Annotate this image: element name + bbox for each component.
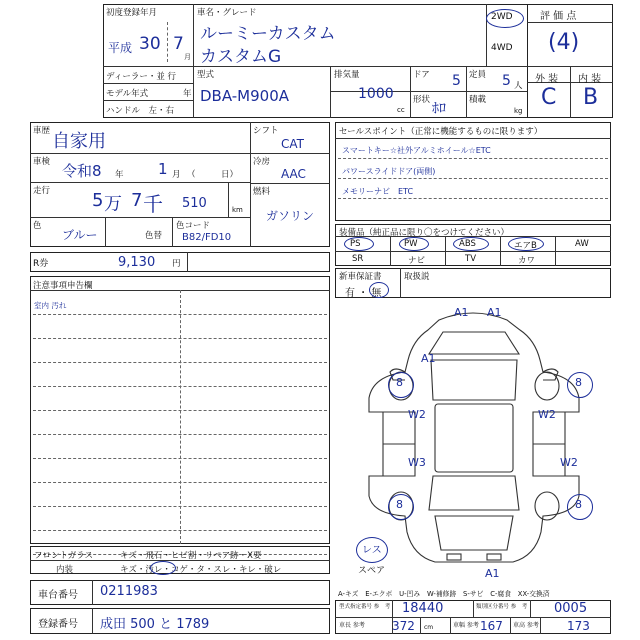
height-value: 173 [567, 619, 590, 633]
equip-sr: SR [352, 254, 364, 264]
type-label: 型式 [197, 70, 215, 80]
mileage-man: 5 [92, 190, 104, 211]
notes-rule [33, 386, 327, 387]
notes-line-1: 室内 汚れ [34, 301, 67, 310]
tire-front-right: 8 [575, 376, 582, 389]
color-swap-label: 色替 [145, 231, 163, 241]
mileage-rest: 510 [182, 196, 207, 211]
sales-point-3: メモリーナビ ETC [342, 187, 414, 196]
doors: 5 [452, 73, 461, 89]
inspection-day: （ 日） [187, 170, 239, 180]
model-year-unit: 年 [183, 89, 192, 99]
vehicle-type-label: 車歴 [33, 126, 51, 136]
score: (4) [548, 30, 580, 55]
category-value: 0005 [554, 601, 588, 616]
form-value: 18440 [402, 601, 444, 616]
manual-label: 取扱説 [404, 272, 430, 282]
damage-label-rear: A1 [485, 567, 500, 580]
grade: カスタムG [200, 47, 282, 67]
form-label: 型式指定番号 参 考 [339, 604, 391, 610]
yen-unit: 円 [172, 259, 181, 269]
displacement: 1000 [358, 86, 394, 102]
load-label: 積載 [469, 95, 487, 105]
recycle-label: R券 [33, 259, 49, 269]
first-reg-era: 平成 [108, 41, 133, 55]
damage-label-left-front: A1 [421, 352, 436, 365]
sen-unit: 千 [143, 192, 163, 216]
spare-label: スペア [358, 566, 386, 576]
interior-label: 内 装 [578, 74, 602, 85]
color-value: ブルー [62, 228, 98, 242]
car-name-label: 車名・グレード [197, 8, 257, 18]
notes-title: 注意事項申告欄 [33, 281, 93, 291]
notes-rule [33, 482, 327, 483]
category-label: 類別区分番号 参 考 [476, 604, 528, 610]
mileage-sen: 7 [131, 190, 143, 211]
length-label: 車長 参考 [339, 622, 365, 629]
sales-point-1: スマートキー☆社外アルミホイール☆ETC [342, 146, 491, 155]
shift: CAT [281, 137, 304, 151]
color-code-label: 色コード [176, 221, 211, 231]
notes-rule [33, 506, 327, 507]
notes-rule [33, 362, 327, 363]
interior-stain-circle [150, 561, 176, 575]
interior-grade: B [583, 85, 599, 110]
capacity: 5 [502, 73, 511, 89]
height-label: 車高 参考 [513, 622, 539, 629]
sales-title: セールスポイント（正常に機能するものに限ります） [339, 127, 543, 137]
first-reg-month: 7 [173, 34, 184, 54]
tire-front-left: 8 [396, 376, 403, 389]
damage-label-right-door: W2 [538, 408, 556, 421]
width-value: 167 [480, 619, 503, 633]
capacity-label: 定員 [469, 70, 487, 80]
vehicle-type: 自家用 [52, 131, 106, 152]
notes-rule [33, 530, 327, 531]
notes-rule [33, 458, 327, 459]
model-code: DBA-M900A [200, 87, 290, 105]
color-label: 色 [33, 221, 42, 231]
plate-label: 登録番号 [38, 619, 78, 630]
shape-label: 形状 [413, 95, 431, 105]
door-label: ドア [413, 70, 430, 80]
equip-leather: カワ [518, 256, 536, 266]
fuel: ガソリン [266, 209, 315, 223]
cc-unit: cc [397, 106, 405, 114]
damage-label-left-door: W2 [408, 408, 426, 421]
inspection-month-unit: 月 [172, 170, 181, 180]
equip-ps: PS [350, 239, 361, 249]
inspection-year-unit: 年 [115, 170, 124, 180]
inspection-month: 1 [158, 160, 168, 178]
damage-legend: A-キズ E-エクボ U-凹み W-補修跡 S-サビ C-腐食 XX-交換済 [338, 590, 550, 598]
drive-2wd: 2WD [491, 12, 513, 22]
notes-rule [33, 434, 327, 435]
windshield-label: フロントガラス [34, 551, 93, 561]
chassis-number: 0211983 [100, 584, 158, 599]
grade-label: 評 価 点 [540, 11, 577, 22]
car-name: ルーミーカスタム [200, 24, 336, 44]
dealer-label: ディーラー・並 行 [106, 72, 177, 82]
notes-rule [33, 410, 327, 411]
man-unit: 万 [104, 194, 122, 215]
equip-tv: TV [465, 254, 477, 264]
fuel-label: 燃料 [253, 187, 271, 197]
aircon-label: 冷房 [253, 157, 271, 167]
inspection-label: 車検 [33, 157, 51, 167]
length-unit: cm [424, 624, 434, 631]
model-year-label: モデル年式 [106, 89, 149, 99]
tire-rear-right: 8 [575, 498, 582, 511]
notes-rule [33, 314, 327, 315]
color-code: B82/FD10 [182, 232, 232, 243]
width-label: 車幅 参考 [453, 622, 479, 629]
first-reg-label: 初度登録年月 [106, 8, 158, 18]
equip-airbag: エアB [514, 241, 537, 251]
tire-rear-left: 8 [396, 498, 403, 511]
shift-label: シフト [253, 126, 279, 136]
exterior-label: 外 装 [535, 74, 559, 85]
person-unit: 人 [514, 81, 523, 91]
shape: ﾎﾛ [432, 101, 446, 117]
spare-mark: レス [362, 545, 382, 556]
notes-rule [33, 338, 327, 339]
inspection-era: 令和8 [62, 162, 102, 180]
chassis-label: 車台番号 [38, 590, 78, 601]
damage-label-front-right: A1 [487, 306, 502, 319]
handle-label: ハンドル 左・右 [106, 106, 175, 116]
equip-navi: ナビ [408, 256, 426, 266]
interior-items: キズ・汚レ・コゲ・タ・スレ・キレ・破レ [120, 565, 282, 575]
recycle-value: 9,130 [118, 255, 156, 270]
km-unit: km [232, 206, 243, 214]
equip-aw: AW [575, 239, 589, 249]
warranty-value: 有 ・ 無 [345, 288, 382, 299]
equip-pw: PW [404, 239, 418, 249]
windshield-items: キズ・飛石・ヒビ割・リペア跡・X要 [120, 551, 262, 561]
damage-label-front-left: A1 [454, 306, 469, 319]
interior-cond-label: 内装 [56, 565, 74, 575]
first-reg-month-unit: 月 [184, 53, 191, 61]
sales-point-2: パワースライドドア(両側) [342, 167, 436, 176]
damage-label-left-rear: W3 [408, 456, 426, 469]
drive-4wd: 4WD [491, 43, 513, 53]
length-value: 372 [392, 619, 415, 633]
exterior-grade: C [541, 85, 557, 110]
mileage-label: 走行 [33, 186, 51, 196]
warranty-circle [369, 282, 389, 298]
first-reg-year: 30 [139, 34, 161, 54]
warranty-label: 新車保証書 [339, 272, 382, 282]
kg-unit: kg [514, 107, 523, 115]
plate-value: 成田 500 と 1789 [100, 617, 210, 632]
aircon: AAC [281, 167, 306, 181]
equip-abs: ABS [459, 239, 476, 249]
damage-label-right-rear: W2 [560, 456, 578, 469]
equipment-title: 装備品（純正品に限り〇をつけてください） [339, 228, 510, 238]
displacement-label: 排気量 [334, 70, 360, 80]
